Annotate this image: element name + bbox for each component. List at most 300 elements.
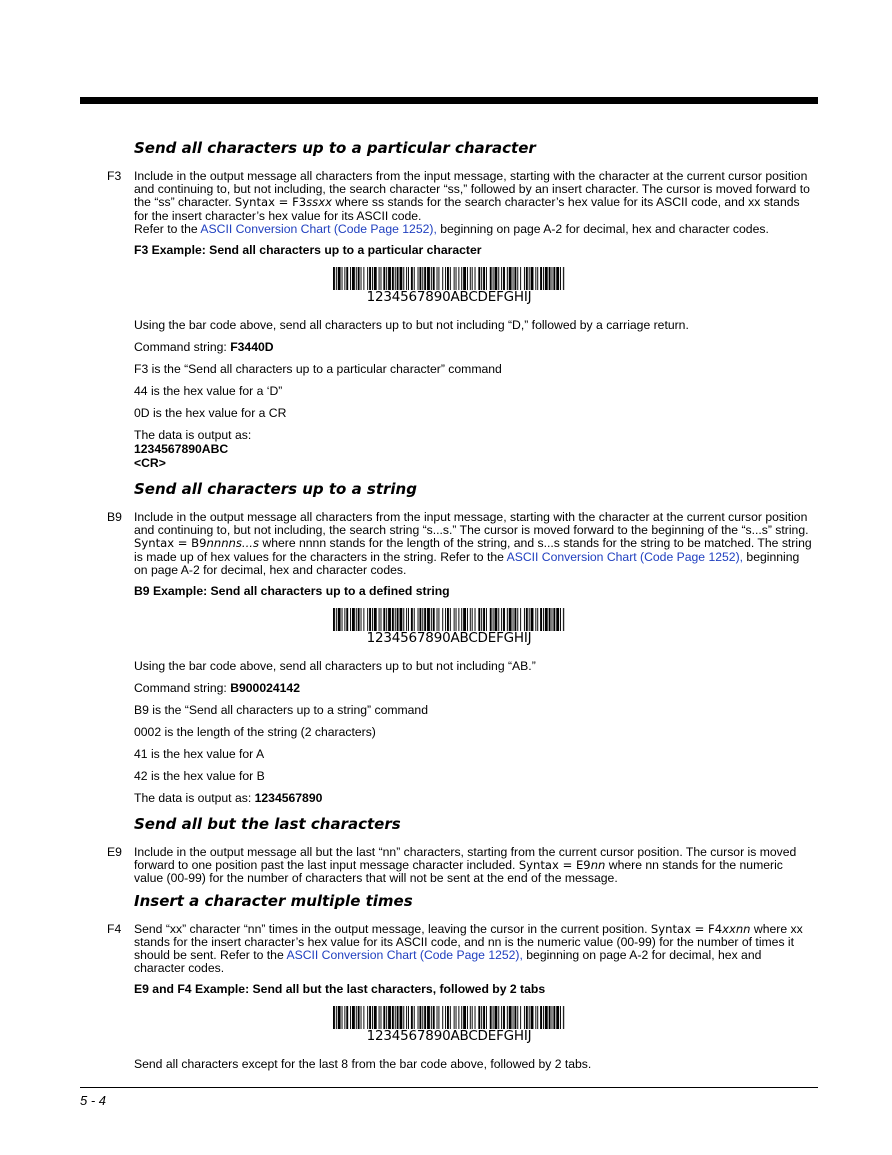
barcode-bar — [338, 1006, 341, 1029]
barcode-bar — [342, 1006, 343, 1029]
barcode-bar — [540, 608, 542, 631]
section-heading-f3: Send all characters up to a particular character — [134, 139, 536, 157]
barcode-bar — [545, 1006, 548, 1029]
barcode-bar — [383, 608, 385, 631]
example-title-b9: B9 Example: Send all characters up to a defined string — [134, 584, 450, 599]
final-note-f4: Send all characters except for the last 8 from the bar code above, followed by 2 tabs. — [134, 1057, 592, 1072]
barcode-bar — [483, 267, 485, 290]
barcode-bar — [350, 1006, 351, 1029]
barcode-bar — [403, 267, 404, 290]
barcode-bar — [503, 267, 505, 290]
header-rule — [80, 97, 818, 104]
barcode-bar — [342, 608, 343, 631]
barcode-bar — [503, 1006, 505, 1029]
barcode-bar — [408, 608, 409, 631]
barcode-bar — [490, 1006, 492, 1029]
barcode-bar — [458, 267, 459, 290]
barcode-bar — [461, 267, 462, 290]
syntax-f3: Syntax = F3ssxx — [234, 195, 332, 210]
barcode-bar — [437, 267, 438, 290]
barcode-bar — [461, 608, 462, 631]
barcode-bar — [454, 1006, 455, 1029]
barcode-text: 1234567890ABCDEFGHIJ — [366, 1028, 532, 1045]
output-cr-f3: <CR> — [134, 456, 166, 471]
barcode-bar — [367, 267, 368, 290]
description-f3: F3 Include in the output message all characters from the input message, starting with the character at the current cursor position and continuing to, but not including, the search character “ss,” followed by an insert character. The cursor is moved forward to the “ss” character. Syntax = F3ssxx where ss stands for the search character’s hex value for its ASCII code, and xx stands for the insert character’s hex value for its ASCII code. Refer to the ASCII Conversion Chart (Code Page 1252), beginning on page A-2 for decimal, hex and character codes. — [107, 169, 810, 236]
barcode-bar — [388, 267, 391, 290]
barcode-bar — [552, 1006, 553, 1029]
barcode-bar — [526, 608, 528, 631]
barcode-bar — [563, 267, 564, 290]
barcode-bar — [493, 608, 494, 631]
barcode-bar — [346, 608, 348, 631]
barcode-bar — [336, 608, 337, 631]
barcode-bar — [524, 608, 525, 631]
barcode-bar — [553, 267, 555, 290]
barcode-bar — [369, 608, 371, 631]
barcode-bar — [333, 1006, 335, 1029]
barcode-bar — [501, 267, 502, 290]
barcode-bar — [418, 267, 419, 290]
barcode-bar — [549, 608, 551, 631]
barcode-bar — [433, 608, 435, 631]
barcode-bar — [461, 1006, 462, 1029]
barcode-bar — [463, 608, 466, 631]
barcode-bars — [333, 1006, 565, 1029]
barcode-bars — [333, 267, 565, 290]
explain-line: 41 is the hex value for A — [134, 747, 265, 762]
section-heading-f4: Insert a character multiple times — [134, 891, 413, 910]
barcode-bar — [531, 1006, 534, 1029]
barcode-bar — [537, 1006, 538, 1029]
barcode-bar — [350, 608, 351, 631]
barcode-bar — [513, 1006, 514, 1029]
barcode-bar — [537, 267, 538, 290]
barcode-bar — [381, 608, 382, 631]
barcode-bar — [344, 1006, 345, 1029]
barcode-bar — [517, 267, 518, 290]
barcode-bar — [427, 1006, 430, 1029]
syntax-b9: Syntax = B9nnnns...s — [134, 536, 260, 551]
barcode-bar — [386, 267, 387, 290]
barcode-bar — [352, 1006, 355, 1029]
barcode-bar — [531, 267, 534, 290]
barcode-bar — [483, 608, 485, 631]
barcode-bar — [442, 1006, 443, 1029]
barcode-bar — [352, 267, 355, 290]
barcode-bar — [356, 1006, 357, 1029]
barcode-bar — [445, 267, 446, 290]
barcode-bar — [363, 1006, 364, 1029]
barcode-bar — [520, 608, 521, 631]
barcode-bar — [424, 1006, 426, 1029]
barcode-bar — [514, 1006, 516, 1029]
barcode-bar — [372, 608, 373, 631]
barcode-bar — [361, 267, 362, 290]
barcode-bar — [493, 1006, 494, 1029]
barcode-bar — [531, 608, 534, 631]
barcode-bar — [374, 1006, 377, 1029]
barcode-bar — [498, 267, 499, 290]
barcode-bar — [472, 1006, 473, 1029]
page-number: 5 - 4 — [80, 1093, 107, 1108]
barcode-bar — [456, 1006, 457, 1029]
barcode-bar — [470, 1006, 471, 1029]
barcode-bar — [363, 608, 364, 631]
barcode-bar — [431, 267, 432, 290]
barcode-bar — [406, 267, 407, 290]
barcode-bar — [350, 267, 351, 290]
barcode-bar — [403, 608, 404, 631]
barcode-bar — [414, 267, 415, 290]
barcode-bar — [419, 267, 421, 290]
output-b9: The data is output as: 1234567890 — [134, 791, 323, 806]
barcode-bar — [369, 267, 371, 290]
barcode-bar — [513, 267, 514, 290]
barcode-bar — [549, 1006, 551, 1029]
barcode-bar — [545, 267, 548, 290]
barcode-bar — [400, 608, 403, 631]
barcode-bar — [379, 1006, 380, 1029]
barcode-bar — [374, 608, 377, 631]
output-label-f3: The data is output as: — [134, 428, 252, 443]
barcode-bar — [472, 608, 473, 631]
barcode-bar — [535, 267, 536, 290]
page-content — [0, 138, 892, 1071]
explain-line: F3 is the “Send all characters up to a particular character” command — [134, 362, 502, 377]
barcode-bar — [556, 267, 559, 290]
barcode-bar — [392, 608, 394, 631]
barcode-bar — [427, 608, 430, 631]
barcode-bar — [517, 1006, 518, 1029]
barcode-bar — [543, 608, 544, 631]
barcode-bar — [540, 1006, 542, 1029]
barcode-bar — [438, 1006, 439, 1029]
ascii-chart-link[interactable]: ASCII Conversion Chart (Code Page 1252), — [200, 221, 437, 236]
barcode-bar — [437, 608, 438, 631]
barcode-bar — [454, 608, 455, 631]
barcode-bar — [374, 267, 377, 290]
barcode-bar — [543, 267, 544, 290]
barcode-bars — [333, 608, 565, 631]
explain-line: 44 is the hex value for a ‘D” — [134, 384, 283, 399]
barcode-bar — [545, 608, 548, 631]
barcode-bar — [493, 267, 494, 290]
barcode-bar — [418, 1006, 419, 1029]
section-heading-b9: Send all characters up to a string — [134, 480, 417, 499]
barcode-bar — [540, 267, 542, 290]
barcode-bar — [424, 267, 426, 290]
barcode-bar — [447, 267, 449, 290]
command-tag-b9: B9 — [107, 510, 122, 525]
barcode-bar — [352, 608, 355, 631]
barcode-bar — [501, 608, 502, 631]
barcode-bar — [358, 267, 360, 290]
barcode-bar — [529, 1006, 530, 1029]
barcode-bar — [475, 267, 476, 290]
barcode-bar — [526, 267, 528, 290]
command-tag-f4: F4 — [107, 921, 122, 936]
barcode-bar — [458, 1006, 459, 1029]
barcode-bar — [406, 1006, 407, 1029]
barcode-bar — [414, 608, 415, 631]
barcode-bar — [495, 267, 498, 290]
barcode-bar — [535, 1006, 536, 1029]
barcode-bar — [383, 267, 385, 290]
barcode-bar — [395, 1006, 396, 1029]
command-tag-e9: E9 — [107, 845, 122, 860]
barcode-bar — [422, 1006, 423, 1029]
barcode-bar — [498, 1006, 499, 1029]
barcode-bar — [367, 608, 368, 631]
barcode-bar — [450, 1006, 451, 1029]
barcode-bar — [381, 267, 382, 290]
barcode-bar — [450, 608, 451, 631]
barcode-bar — [503, 608, 505, 631]
barcode-bar — [333, 267, 335, 290]
barcode-bar — [433, 1006, 435, 1029]
barcode-bar — [386, 1006, 387, 1029]
barcode-bar — [338, 267, 341, 290]
barcode-bar — [498, 608, 499, 631]
barcode-bar — [361, 1006, 362, 1029]
command-string-f3: Command string: F3440D — [134, 340, 274, 355]
barcode-bar — [372, 267, 373, 290]
barcode-bar — [478, 1006, 480, 1029]
barcode-bar — [560, 608, 561, 631]
barcode-bar — [507, 608, 508, 631]
barcode-bar — [447, 608, 449, 631]
barcode-bar — [524, 1006, 525, 1029]
barcode-bar — [490, 267, 492, 290]
barcode-bar — [456, 608, 457, 631]
description-e9: E9 Include in the output message all but the last “nn” characters, starting from the current cursor position. The cursor is moved forward to one position past the last input message character included. Syntax = E9nn where nn stands for the numeric value (00-99) for the number of characters that will not be sent at the end of the message. — [107, 845, 797, 886]
barcode-bar — [520, 1006, 521, 1029]
barcode-bar — [481, 1006, 482, 1029]
barcode-bar — [456, 267, 457, 290]
barcode-bar — [535, 608, 536, 631]
barcode-bar — [478, 267, 480, 290]
barcode-bar — [397, 1006, 399, 1029]
barcode-f3 — [333, 267, 565, 305]
barcode-bar — [342, 267, 343, 290]
barcode-bar — [520, 267, 521, 290]
barcode-text: 1234567890ABCDEFGHIJ — [366, 289, 532, 306]
barcode-bar — [379, 608, 380, 631]
barcode-bar — [556, 1006, 559, 1029]
barcode-bar — [501, 1006, 502, 1029]
ascii-chart-link[interactable]: ASCII Conversion Chart (Code Page 1252), — [286, 948, 523, 963]
barcode-bar — [338, 608, 341, 631]
barcode-bar — [556, 608, 559, 631]
barcode-bar — [361, 608, 362, 631]
barcode-bar — [463, 1006, 466, 1029]
barcode-bar — [424, 608, 426, 631]
barcode-bar — [486, 608, 487, 631]
barcode-bar — [392, 1006, 394, 1029]
barcode-bar — [336, 1006, 337, 1029]
syntax-f4: Syntax = F4xxnn — [650, 921, 751, 936]
barcode-bar — [438, 267, 439, 290]
barcode-bar — [346, 267, 348, 290]
barcode-bar — [552, 608, 553, 631]
barcode-bar — [442, 608, 443, 631]
barcode-bar — [392, 267, 394, 290]
barcode-bar — [395, 608, 396, 631]
barcode-bar — [463, 267, 466, 290]
barcode-bar — [467, 1006, 468, 1029]
barcode-bar — [450, 267, 451, 290]
barcode-bar — [478, 608, 480, 631]
barcode-bar — [560, 267, 561, 290]
barcode-bar — [406, 608, 407, 631]
barcode-bar — [529, 267, 530, 290]
barcode-bar — [381, 1006, 382, 1029]
barcode-bar — [411, 1006, 413, 1029]
barcode-bar — [470, 608, 471, 631]
barcode-bar — [383, 1006, 385, 1029]
barcode-bar — [418, 608, 419, 631]
section-heading-e9: Send all but the last characters — [134, 815, 401, 834]
syntax-e9: Syntax = E9nn — [518, 858, 606, 873]
barcode-bar — [422, 608, 423, 631]
barcode-bar — [397, 267, 399, 290]
barcode-bar — [481, 608, 482, 631]
barcode-bar — [517, 608, 518, 631]
command-string-b9: Command string: B900024142 — [134, 681, 300, 696]
barcode-bar — [403, 1006, 404, 1029]
barcode-bar — [422, 267, 423, 290]
barcode-bar — [560, 1006, 561, 1029]
explain-line: 0D is the hex value for a CR — [134, 406, 287, 421]
barcode-b9 — [333, 608, 565, 646]
barcode-bar — [400, 267, 403, 290]
barcode-bar — [344, 267, 345, 290]
barcode-bar — [386, 608, 387, 631]
barcode-bar — [486, 1006, 487, 1029]
barcode-bar — [529, 608, 530, 631]
barcode-bar — [486, 267, 487, 290]
barcode-bar — [509, 608, 512, 631]
barcode-bar — [507, 267, 508, 290]
barcode-bar — [369, 1006, 371, 1029]
barcode-bar — [333, 608, 335, 631]
barcode-bar — [481, 267, 482, 290]
barcode-bar — [431, 1006, 432, 1029]
barcode-bar — [445, 1006, 446, 1029]
barcode-bar — [524, 267, 525, 290]
barcode-text: 1234567890ABCDEFGHIJ — [366, 630, 532, 647]
barcode-bar — [483, 1006, 485, 1029]
barcode-bar — [356, 608, 357, 631]
barcode-bar — [563, 1006, 564, 1029]
barcode-f4 — [333, 1006, 565, 1044]
barcode-bar — [475, 1006, 476, 1029]
barcode-bar — [388, 1006, 391, 1029]
explain-line: 42 is the hex value for B — [134, 769, 265, 784]
explain-line: B9 is the “Send all characters up to a string” command — [134, 703, 428, 718]
command-tag-f3: F3 — [107, 169, 122, 183]
barcode-bar — [395, 267, 396, 290]
barcode-bar — [400, 1006, 403, 1029]
footer-rule — [80, 1087, 818, 1088]
description-b9: B9 Include in the output message all characters from the input message, starting with the character at the current cursor position and continuing to, but not including, the search string “s...s.” The cursor is moved forward to the beginning of the “s...s” string. Syntax = B9nnnns...s where nnnn stands for the length of the string, and s...s stands for the string to be matched. The string is made up of hex values for the characters in the string. Refer to the ASCII Conversion Chart (Code Page 1252), beginning on page A-2 for decimal, hex and character codes. — [107, 510, 812, 577]
example-title-f3: F3 Example: Send all characters up to a particular character — [134, 243, 482, 258]
barcode-bar — [470, 267, 471, 290]
barcode-bar — [431, 608, 432, 631]
usage-f3: Using the bar code above, send all characters up to but not including “D,” followed by a carriage return. — [134, 318, 689, 333]
barcode-bar — [427, 267, 430, 290]
barcode-bar — [454, 267, 455, 290]
barcode-bar — [356, 267, 357, 290]
barcode-bar — [411, 608, 413, 631]
description-f4: F4 Send “xx” character “nn” times in the output message, leaving the cursor in the current position. Syntax = F4xxnn where xx stands for the insert character’s hex value for its ASCII code, and nn is the numeric value (00-99) for the number of times it should be sent. Refer to the ASCII Conversion Chart (Code Page 1252), beginning on page A-2 for decimal, hex and character codes. — [107, 921, 803, 976]
barcode-bar — [563, 608, 564, 631]
barcode-bar — [346, 1006, 348, 1029]
barcode-bar — [358, 1006, 360, 1029]
output-value-f3: 1234567890ABC — [134, 442, 229, 457]
barcode-bar — [442, 267, 443, 290]
barcode-bar — [397, 608, 399, 631]
barcode-bar — [472, 267, 473, 290]
barcode-bar — [447, 1006, 449, 1029]
barcode-bar — [514, 608, 516, 631]
barcode-bar — [509, 267, 512, 290]
barcode-bar — [445, 608, 446, 631]
barcode-bar — [419, 1006, 421, 1029]
barcode-bar — [509, 1006, 512, 1029]
barcode-bar — [367, 1006, 368, 1029]
barcode-bar — [507, 1006, 508, 1029]
barcode-bar — [358, 608, 360, 631]
barcode-bar — [336, 267, 337, 290]
barcode-bar — [543, 1006, 544, 1029]
barcode-bar — [549, 267, 551, 290]
barcode-bar — [414, 1006, 415, 1029]
barcode-bar — [495, 1006, 498, 1029]
barcode-bar — [553, 1006, 555, 1029]
barcode-bar — [433, 267, 435, 290]
usage-b9: Using the bar code above, send all characters up to but not including “AB.” — [134, 659, 536, 674]
barcode-bar — [513, 608, 514, 631]
explain-line: 0002 is the length of the string (2 characters) — [134, 725, 376, 740]
barcode-bar — [467, 267, 468, 290]
barcode-bar — [553, 608, 555, 631]
barcode-bar — [388, 608, 391, 631]
barcode-bar — [408, 1006, 409, 1029]
barcode-bar — [372, 1006, 373, 1029]
barcode-bar — [514, 267, 516, 290]
barcode-bar — [458, 608, 459, 631]
barcode-bar — [467, 608, 468, 631]
barcode-bar — [552, 267, 553, 290]
barcode-bar — [438, 608, 439, 631]
barcode-bar — [419, 608, 421, 631]
barcode-bar — [495, 608, 498, 631]
barcode-bar — [408, 267, 409, 290]
barcode-bar — [490, 608, 492, 631]
barcode-bar — [411, 267, 413, 290]
barcode-bar — [437, 1006, 438, 1029]
example-title-f4: E9 and F4 Example: Send all but the last characters, followed by 2 tabs — [134, 982, 546, 997]
ascii-chart-link[interactable]: ASCII Conversion Chart (Code Page 1252), — [506, 549, 744, 564]
barcode-bar — [526, 1006, 528, 1029]
barcode-bar — [537, 608, 538, 631]
barcode-bar — [379, 267, 380, 290]
barcode-bar — [344, 608, 345, 631]
barcode-bar — [363, 267, 364, 290]
barcode-bar — [475, 608, 476, 631]
